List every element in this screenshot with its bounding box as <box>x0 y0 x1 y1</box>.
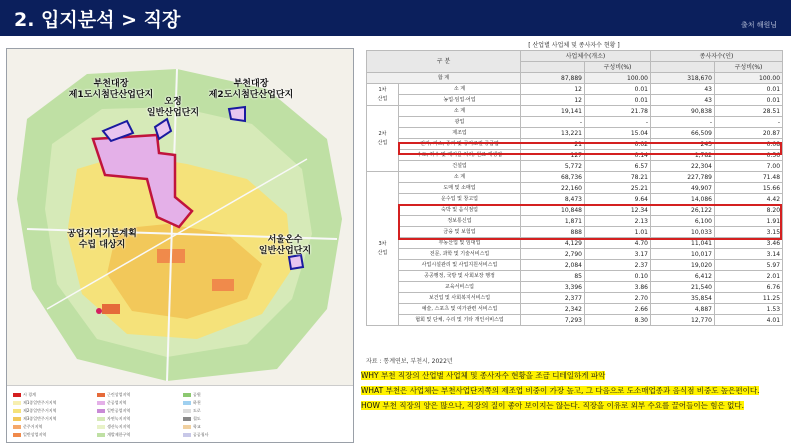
cell-biz: 21 <box>521 139 585 150</box>
cell-emp-r: 20.87 <box>715 128 783 139</box>
row-label: 소 계 <box>399 172 521 183</box>
cell-biz-r: 2.66 <box>585 304 651 315</box>
map-label-onsu: 서울온수 일반산업단지 <box>258 235 312 256</box>
header-emp-ratio: 구성비(%) <box>715 62 783 73</box>
cell-biz: 12 <box>521 95 585 106</box>
table-title: [ 산업별 사업체 및 종사자수 현황 ] <box>528 42 620 49</box>
cell-emp: 66,509 <box>651 128 715 139</box>
cell-emp: 19,020 <box>651 260 715 271</box>
cell-biz: 8,473 <box>521 194 585 205</box>
cell-emp-r: 6.76 <box>715 282 783 293</box>
cell-emp-r: 15.66 <box>715 183 783 194</box>
cell-biz-r: 2.70 <box>585 293 651 304</box>
map-label-industrial-plan: 공업지역기본계획 수립 대상지 <box>67 229 137 250</box>
industry-stats-table <box>366 50 783 326</box>
cell-biz: 12 <box>521 84 585 95</box>
row-label: 소 계 <box>399 84 521 95</box>
table-row <box>367 183 783 194</box>
cell-biz-r: 0.14 <box>585 150 651 161</box>
cell-biz-r: 100.00 <box>585 73 651 84</box>
cell-emp-r: - <box>715 117 783 128</box>
row-label: 공공행정, 국방 및 사회보장 행정 <box>399 271 521 282</box>
cell-biz-r: 21.78 <box>585 106 651 117</box>
cell-emp: 43 <box>651 95 715 106</box>
industry-table <box>366 42 782 364</box>
table-row <box>367 84 783 95</box>
map-label-ojeong: 오정 일반산업단지 <box>146 97 200 118</box>
cell-emp-r: 4.42 <box>715 194 783 205</box>
highlight-services <box>398 204 782 240</box>
header-bar <box>0 0 791 36</box>
cell-emp-r: 0.01 <box>715 84 783 95</box>
cell-emp-r: 4.01 <box>715 315 783 326</box>
row-label: 협회 및 단체, 수리 및 기타 개인서비스업 <box>399 315 521 326</box>
table-row <box>367 95 783 106</box>
row-label: 교육서비스업 <box>399 282 521 293</box>
cell-emp-r: 7.00 <box>715 161 783 172</box>
legend-item: 제1종일반주거지역 <box>13 400 56 406</box>
cell-biz: 2,342 <box>521 304 585 315</box>
cell-emp: 10,033 <box>651 227 715 238</box>
legend-item: 준공업지역 <box>97 400 126 406</box>
cell-biz: - <box>521 117 585 128</box>
table-row <box>367 315 783 326</box>
cell-biz-r: 4.70 <box>585 238 651 249</box>
cell-emp: 4,887 <box>651 304 715 315</box>
row-label: 광업 <box>399 117 521 128</box>
cell-emp: - <box>651 117 715 128</box>
legend-item: 공공청사 <box>183 432 208 438</box>
cell-biz: 127 <box>521 150 585 161</box>
legend-item: 하천 <box>183 400 201 406</box>
cell-biz-r: 15.04 <box>585 128 651 139</box>
cell-biz: 2,790 <box>521 249 585 260</box>
row-label: 건설업 <box>399 161 521 172</box>
cell-biz-r: 0.02 <box>585 139 651 150</box>
source-credit: 출처 해원님 <box>740 21 777 29</box>
row-group: 2차 산업 <box>367 106 399 172</box>
legend-item: 개발제한구역 <box>97 432 130 438</box>
cell-biz-r: 2.37 <box>585 260 651 271</box>
table-row <box>367 304 783 315</box>
cell-emp: 227,789 <box>651 172 715 183</box>
cell-biz-r: 8.30 <box>585 315 651 326</box>
cell-biz-r: 25.21 <box>585 183 651 194</box>
header-category: 구 분 <box>367 51 521 73</box>
header-biz-ratio: 구성비(%) <box>585 62 651 73</box>
legend-item: 철도 <box>183 416 201 422</box>
row-label: 제조업 <box>399 128 521 139</box>
cell-biz-r: 0.01 <box>585 95 651 106</box>
row-label: 소 계 <box>399 106 521 117</box>
cell-emp-r: 3.46 <box>715 238 783 249</box>
cell-biz: 7,293 <box>521 315 585 326</box>
legend-item: 자연녹지지역 <box>97 416 130 422</box>
table-row <box>367 161 783 172</box>
cell-biz: 3,396 <box>521 282 585 293</box>
cell-biz-r: 12.34 <box>585 205 651 216</box>
row-label: 농업·임업·어업 <box>399 95 521 106</box>
cell-biz-r: 78.21 <box>585 172 651 183</box>
header-biz: 사업체수(개소) <box>521 51 651 62</box>
cell-emp: 14,086 <box>651 194 715 205</box>
row-label: 보건업 및 사회복지서비스업 <box>399 293 521 304</box>
cell-emp-r: 0.56 <box>715 150 783 161</box>
note-what: WHAT 부천은 사업체는 부천사업단지쪽의 제조업 비중이 가장 높고, 그 다음으로 도소매업종과 음식점 비중도 높은편이다. <box>361 386 760 395</box>
legend-item: 준주거지역 <box>13 424 42 430</box>
table-row <box>367 271 783 282</box>
cell-emp-r: 0.01 <box>715 95 783 106</box>
table-row <box>367 282 783 293</box>
table-row <box>367 117 783 128</box>
row-label: 숙박 및 음식점업 <box>399 205 521 216</box>
cell-emp: 90,838 <box>651 106 715 117</box>
cell-emp: 26,122 <box>651 205 715 216</box>
cell-biz-r: 3.17 <box>585 249 651 260</box>
header-emp-count <box>651 62 715 73</box>
table-row <box>367 194 783 205</box>
table-row <box>367 106 783 117</box>
land-use-map <box>6 48 354 443</box>
cell-emp-r: 100.00 <box>715 73 783 84</box>
cell-biz: 4,129 <box>521 238 585 249</box>
cell-emp-r: 11.25 <box>715 293 783 304</box>
row-label: 도매 및 소매업 <box>399 183 521 194</box>
analysis-notes <box>361 368 786 413</box>
cell-biz-r: 3.86 <box>585 282 651 293</box>
cell-emp-r: 28.51 <box>715 106 783 117</box>
cell-biz: 19,141 <box>521 106 585 117</box>
cell-emp: 21,540 <box>651 282 715 293</box>
cell-emp-r: 71.48 <box>715 172 783 183</box>
cell-emp-r: 8.20 <box>715 205 783 216</box>
legend-item: 일반공업지역 <box>97 408 130 414</box>
table-row <box>367 73 783 84</box>
row-label: 수도, 하수 및 폐기물 처리, 원료 재생업 <box>399 150 521 161</box>
row-group: 3차 산업 <box>367 172 399 326</box>
row-label: 합 계 <box>367 73 521 84</box>
cell-biz: 87,889 <box>521 73 585 84</box>
row-label: 전기, 가스, 증기 및 공기조절 공급업 <box>399 139 521 150</box>
map-legend <box>7 385 353 443</box>
row-group: 1차 산업 <box>367 84 399 106</box>
row-label: 부동산업 및 임대업 <box>399 238 521 249</box>
header-emp: 종사자수(인) <box>651 51 783 62</box>
legend-item: 제3종일반주거지역 <box>13 416 56 422</box>
cell-emp: 22,304 <box>651 161 715 172</box>
cell-emp: 6,412 <box>651 271 715 282</box>
header-biz-count <box>521 62 585 73</box>
cell-emp-r: 5.97 <box>715 260 783 271</box>
cell-emp-r: 1.91 <box>715 216 783 227</box>
cell-biz-r: 1.01 <box>585 227 651 238</box>
cell-biz: 68,736 <box>521 172 585 183</box>
cell-emp: 11,041 <box>651 238 715 249</box>
cell-emp-r: 2.01 <box>715 271 783 282</box>
cell-emp: 10,017 <box>651 249 715 260</box>
cell-biz: 888 <box>521 227 585 238</box>
legend-item: 학교 <box>183 424 201 430</box>
cell-biz-r: 6.57 <box>585 161 651 172</box>
cell-emp: 1,782 <box>651 150 715 161</box>
row-label: 정보통신업 <box>399 216 521 227</box>
map-label-daejang2: 부천대장 제2도시첨단산업단지 <box>208 79 294 100</box>
table-row <box>367 172 783 183</box>
cell-biz: 10,848 <box>521 205 585 216</box>
table-row <box>367 249 783 260</box>
table-row <box>367 260 783 271</box>
table-source: 자료 : 통계연보, 부천시, 2022년 <box>366 358 453 365</box>
cell-emp-r: 1.53 <box>715 304 783 315</box>
page-title: 2. 입지분석 > 직장 <box>14 9 181 31</box>
map-label-daejang1: 부천대장 제1도시첨단산업단지 <box>68 79 154 100</box>
legend-item: 도로 <box>183 408 201 414</box>
note-how: HOW 부천 직장의 양은 많으나, 직장의 질이 좋아 보이지는 않는다. 직장을 이유로 외부 수요를 끌어들이는 힘은 없다. <box>361 401 745 410</box>
cell-biz-r: 0.01 <box>585 84 651 95</box>
row-label: 금융 및 보험업 <box>399 227 521 238</box>
cell-emp-r: 0.08 <box>715 139 783 150</box>
cell-biz: 22,160 <box>521 183 585 194</box>
cell-biz: 5,772 <box>521 161 585 172</box>
cell-emp: 49,907 <box>651 183 715 194</box>
cell-emp: 43 <box>651 84 715 95</box>
cell-emp: 35,854 <box>651 293 715 304</box>
cell-biz-r: 9.64 <box>585 194 651 205</box>
cell-emp-r: 3.14 <box>715 249 783 260</box>
cell-emp: 6,100 <box>651 216 715 227</box>
cell-biz-r: 0.10 <box>585 271 651 282</box>
row-label: 사업시설관리 및 사업지원서비스업 <box>399 260 521 271</box>
cell-biz-r: 2.13 <box>585 216 651 227</box>
cell-biz: 13,221 <box>521 128 585 139</box>
highlight-manufacturing <box>398 142 782 155</box>
legend-item: 근린상업지역 <box>97 392 130 398</box>
note-why: WHY 부천 직장의 산업별 사업체 및 종사자수 현황을 조금 디테일하게 파악 <box>361 371 606 380</box>
row-label: 전문, 과학 및 기술서비스업 <box>399 249 521 260</box>
cell-biz: 1,871 <box>521 216 585 227</box>
cell-biz: 85 <box>521 271 585 282</box>
cell-biz: 2,084 <box>521 260 585 271</box>
table-row <box>367 128 783 139</box>
legend-item: 생산녹지지역 <box>97 424 130 430</box>
legend-item: 제2종일반주거지역 <box>13 408 56 414</box>
legend-item: 공원 <box>183 392 201 398</box>
cell-emp: 12,770 <box>651 315 715 326</box>
row-label: 운수업 및 창고업 <box>399 194 521 205</box>
cell-biz: 2,377 <box>521 293 585 304</box>
legend-item: 시 경계 <box>13 392 36 398</box>
cell-emp-r: 3.15 <box>715 227 783 238</box>
row-label: 예술, 스포츠 및 여가관련 서비스업 <box>399 304 521 315</box>
cell-emp: 243 <box>651 139 715 150</box>
cell-biz-r: - <box>585 117 651 128</box>
legend-item: 일반상업지역 <box>13 432 46 438</box>
cell-emp: 318,670 <box>651 73 715 84</box>
table-row <box>367 293 783 304</box>
